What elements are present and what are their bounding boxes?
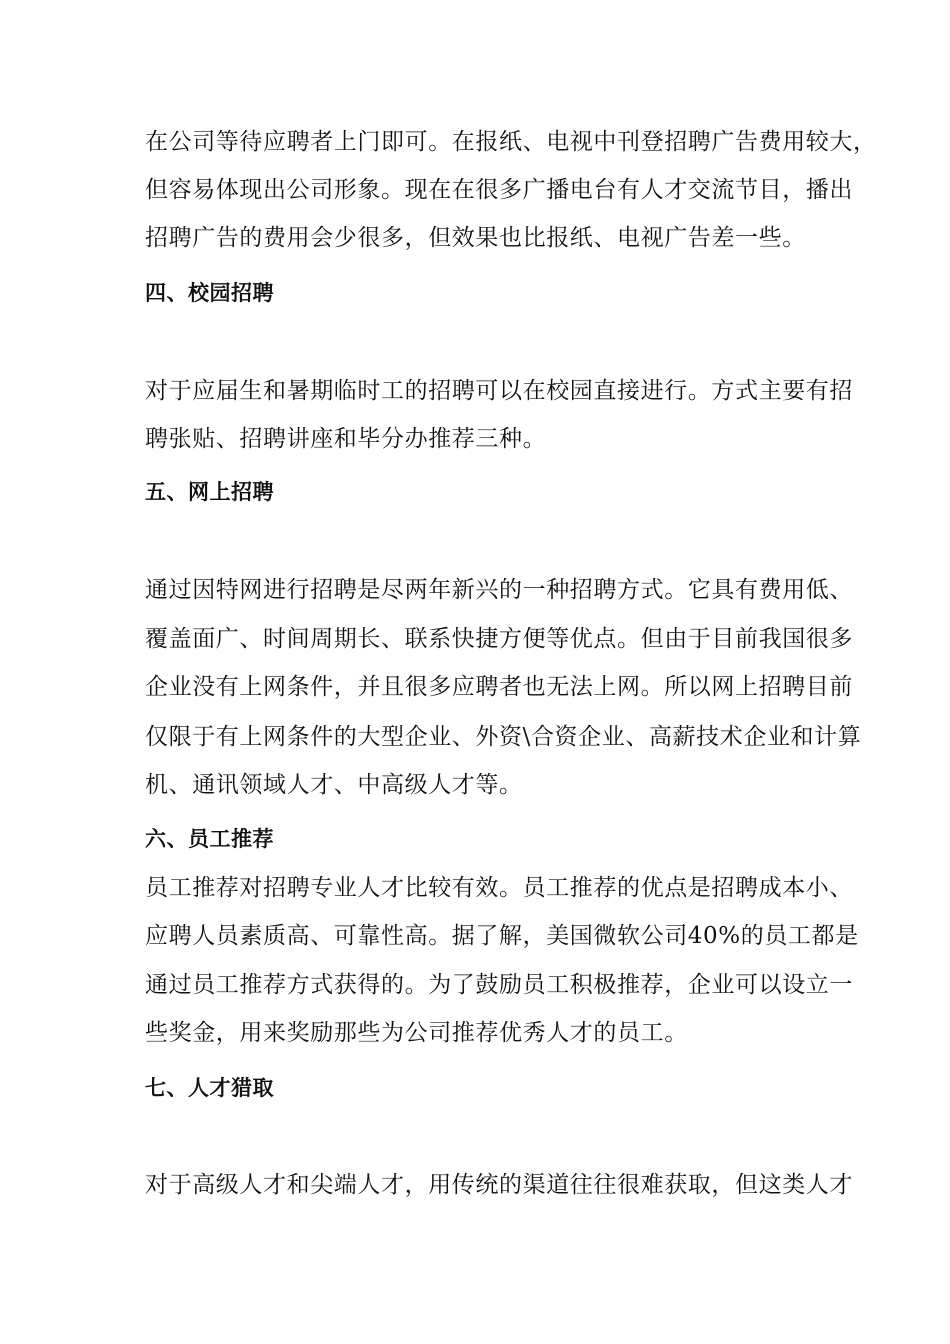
text-line: 仅限于有上网条件的大型企业、外资\合资企业、高薪技术企业和计算 <box>145 724 862 750</box>
section-heading: 四、校园招聘 <box>145 281 274 305</box>
text-line: 对于应届生和暑期临时工的招聘可以在校园直接进行。方式主要有招 <box>145 378 853 404</box>
text-line: 通过员工推荐方式获得的。为了鼓励员工积极推荐，企业可以设立一 <box>145 972 853 998</box>
text-line: 员工推荐对招聘专业人才比较有效。员工推荐的优点是招聘成本小、 <box>145 875 853 901</box>
text-line: 些奖金，用来奖励那些为公司推荐优秀人才的员工。 <box>145 1020 688 1046</box>
text-line: 应聘人员素质高、可靠性高。据了解，美国微软公司40%的员工都是 <box>145 923 859 949</box>
text-line: 对于高级人才和尖端人才，用传统的渠道往往很难获取，但这类人才 <box>145 1172 853 1198</box>
text-line: 聘张贴、招聘讲座和毕分办推荐三种。 <box>145 426 547 452</box>
section-heading: 六、员工推荐 <box>145 827 274 851</box>
text-line: 在公司等待应聘者上门即可。在报纸、电视中刊登招聘广告费用较大， <box>145 129 877 155</box>
text-line: 通过因特网进行招聘是尽两年新兴的一种招聘方式。它具有费用低、 <box>145 577 853 603</box>
text-line: 机、通讯领域人才、中高级人才等。 <box>145 772 523 798</box>
text-line: 企业没有上网条件，并且很多应聘者也无法上网。所以网上招聘目前 <box>145 674 853 700</box>
text-line: 覆盖面广、时间周期长、联系快捷方便等优点。但由于目前我国很多 <box>145 626 853 652</box>
section-heading: 五、网上招聘 <box>145 480 274 504</box>
text-line: 但容易体现出公司形象。现在在很多广播电台有人才交流节目，播出 <box>145 177 853 203</box>
section-heading: 七、人才猎取 <box>145 1076 274 1100</box>
text-line: 招聘广告的费用会少很多，但效果也比报纸、电视广告差一些。 <box>145 225 806 251</box>
